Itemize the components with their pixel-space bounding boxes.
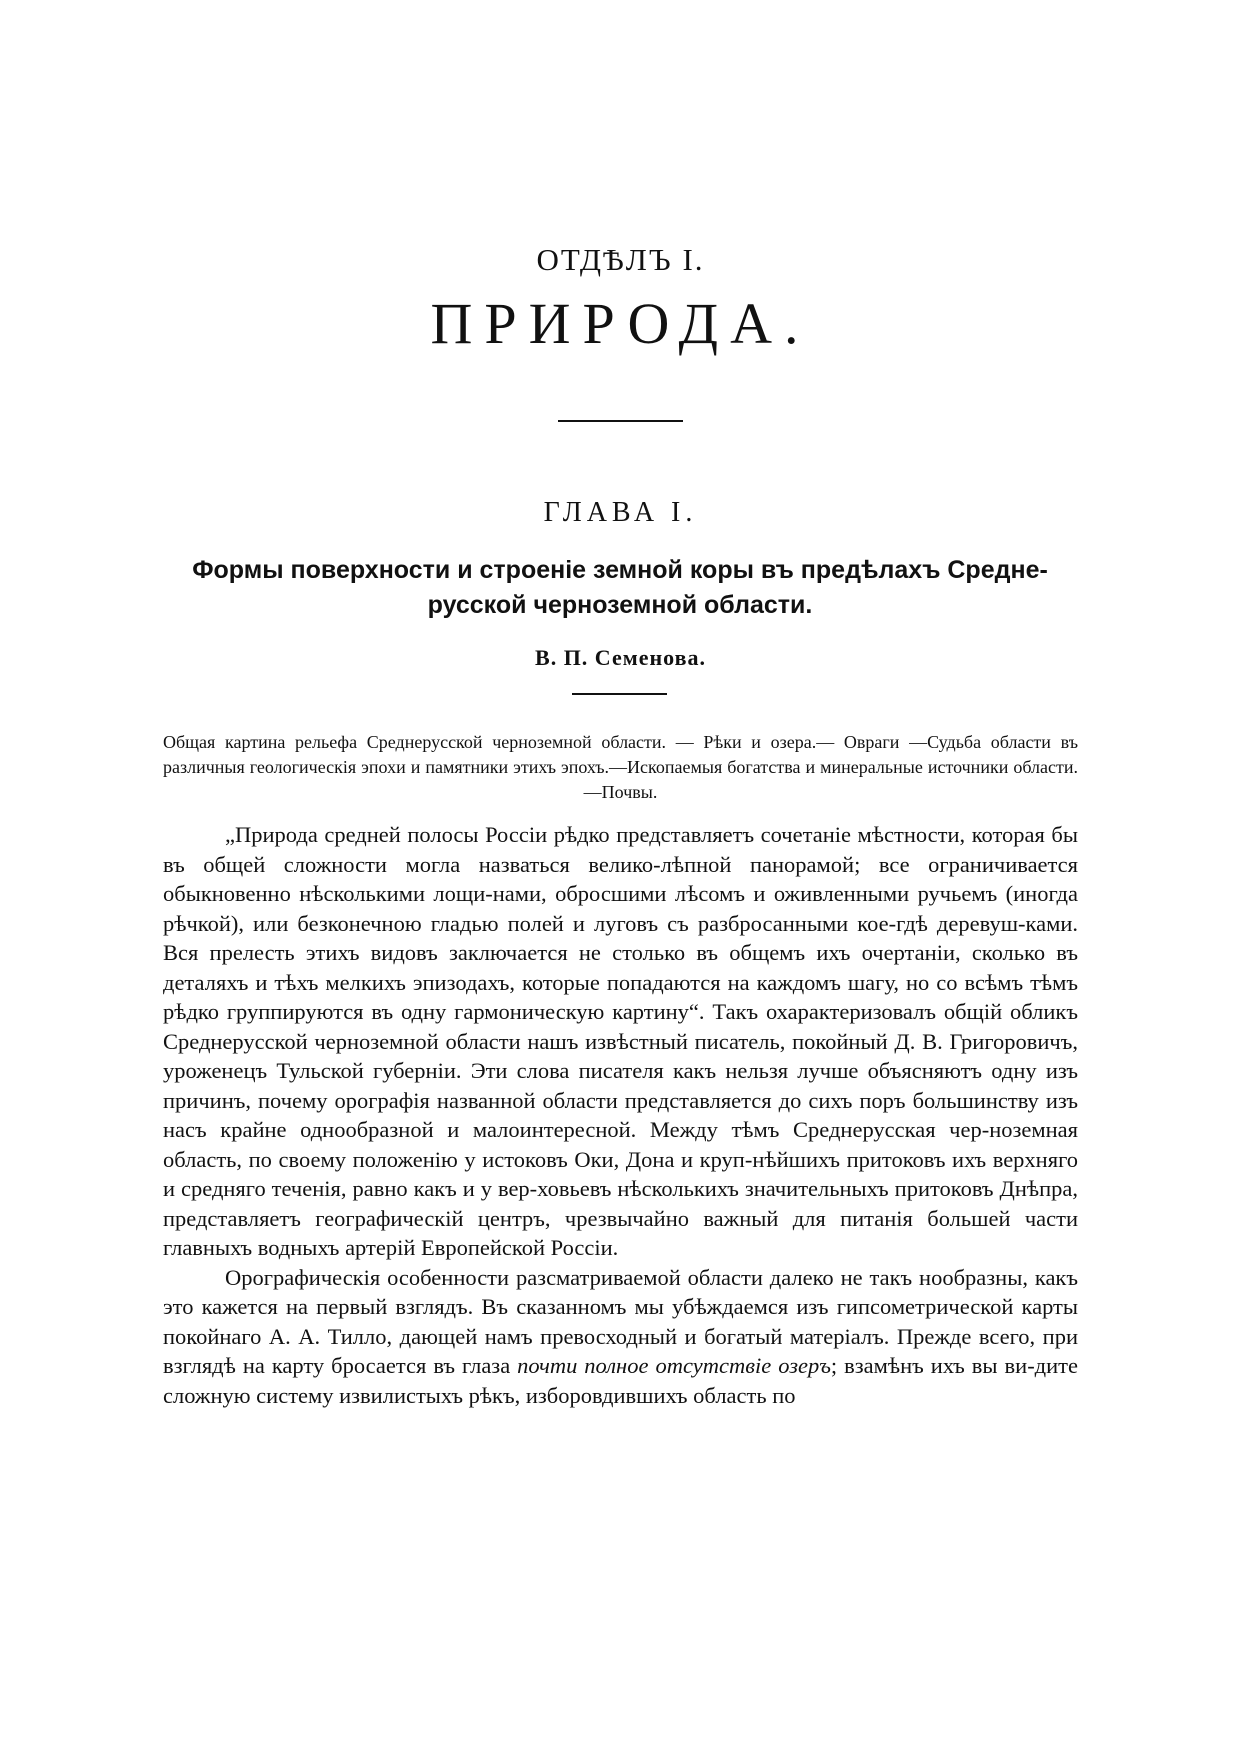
chapter-summary: Общая картина рельефа Среднерусской черноземной области. — Рѣки и озера.— Овраги —Судьба области въ различныя геологическія эпохи и памятники этихъ эпохъ.—Ископаемыя богатства и минеральные источники области.—Почвы. (163, 732, 1078, 802)
paragraph-text: ; взамѣнъ ихъ вы ви-дите сложную систему извилистыхъ рѣкъ, изборовдившихъ область по (163, 1353, 1078, 1408)
paragraph-text: Орографическія особенности разсматриваемой области далеко не такъ нообразны, какъ это кажется на первый взглядъ. Въ сказанномъ мы убѣждаемся изъ гипсометрической карты покойнаго А. А. Тилло, дающей намъ превосходный и богатый матеріалъ. Прежде всего, при взглядѣ на карту бросается въ глаза (163, 1264, 1078, 1378)
chapter-label: ГЛАВА I. (543, 497, 698, 528)
body-text (163, 820, 1078, 1410)
paragraph: „Природа средней полосы Россіи рѣдко представляетъ сочетаніе мѣстности, которая бы въ общей сложности могла назваться велико-лѣпной панорамой; все ограничивается обыкновенно нѣсколькими лощи-нами, обросшими лѣсомъ и оживленными ручьемъ (иногда рѣчкой), или безконечною гладью полей и луговъ съ разбросанными кое-гдѣ деревуш-ками. Вся прелесть этихъ видовъ заключается не столько въ общемъ ихъ очертаніи, сколько въ деталяхъ и тѣхъ мелкихъ эпизодахъ, которые попадаются на каждомъ шагу, но со всѣмъ тѣмъ рѣдко группируются въ одну гармоническую картину“. Такъ охарактеризовалъ общій обликъ Среднерусской черноземной области нашъ извѣстный писатель, покойный Д. В. Григоровичъ, уроженецъ Тульской губерніи. Эти слова писателя какъ нельзя лучше объясняютъ одну изъ причинъ, почему орографія названной области представляется до сихъ поръ большинству изъ насъ крайне однообразной и малоинтересной. Между тѣмъ Среднерусская чер-ноземная область, по своему положенію у истоковъ Оки, Дона и круп-нѣйшихъ притоковъ ихъ верхняго и средняго теченія, равно какъ и у вер-ховьевъ нѣсколькихъ значительныхъ притоковъ Днѣпра, представляетъ географическій центръ, чрезвычайно важный для питанія большей части главныхъ водныхъ артерій Европейской Россіи. (163, 822, 1078, 1260)
section-title: ПРИРОДА. (430, 291, 811, 356)
emphasis-text: почти полное отсутствіе озеръ (517, 1353, 831, 1378)
section-label: ОТДѢЛЪ I. (536, 242, 705, 277)
chapter-title: Формы поверхности и строеніе земной коры въ предѣлахъ Средне-русской черноземной области. (192, 556, 1048, 619)
divider-rule (572, 693, 667, 695)
paragraph (163, 1263, 1078, 1411)
divider-rule (558, 420, 683, 422)
author-name: В. П. Семенова. (535, 645, 706, 670)
